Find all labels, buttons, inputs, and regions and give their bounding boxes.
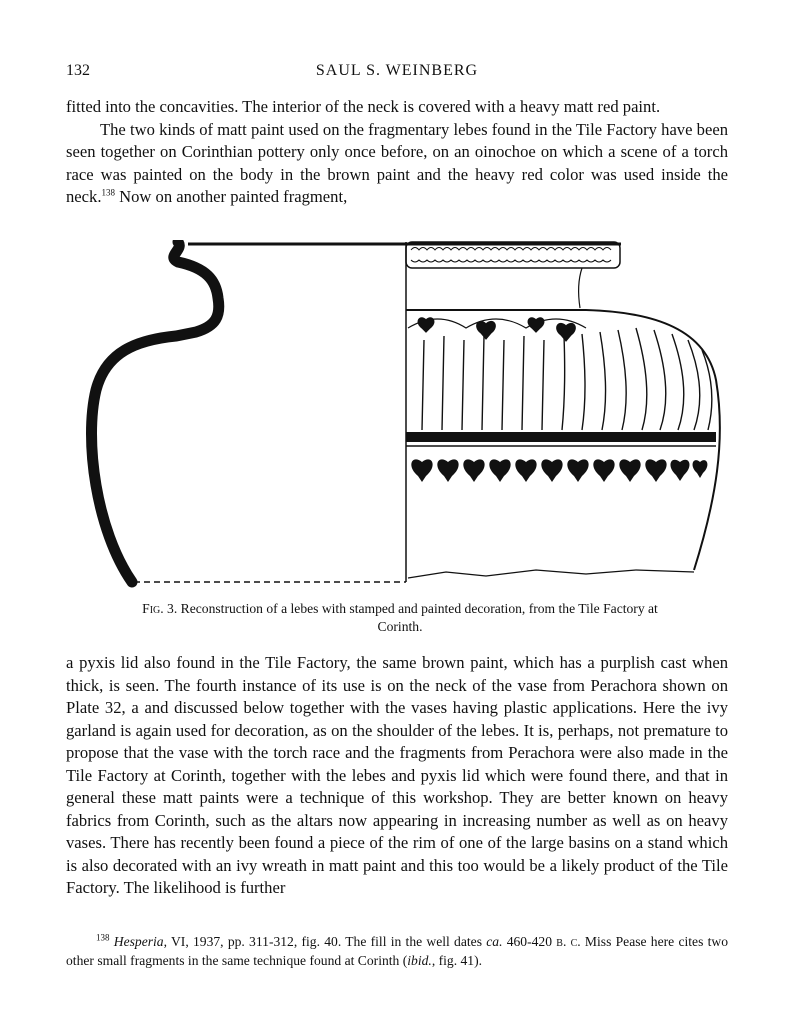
body-text-bottom: [66, 652, 728, 900]
paragraph-2-tail: Now on another painted fragment,: [114, 187, 348, 206]
rim-stamped-band: [406, 242, 620, 268]
lebes-drawing: [66, 240, 728, 590]
page-header: [66, 58, 728, 86]
footnote-era: b. c.: [556, 934, 581, 949]
lebes-profile-handle: [92, 242, 219, 582]
dark-band: [406, 432, 716, 442]
neck-edge: [579, 268, 582, 308]
figure-caption-text: Reconstruction of a lebes with stamped and painted decoration, from the Tile Factory at Corinth.: [180, 601, 658, 634]
fracture-edge: [408, 570, 694, 578]
footnote-ca: ca.: [486, 934, 503, 949]
figure-label: Fig. 3.: [142, 601, 178, 616]
ivy-garland-upper: [408, 318, 586, 341]
footnote-citation: , VI, 1937, pp. 311-312, fig. 40. The fill in the well dates: [163, 934, 487, 949]
paragraph-2: [66, 119, 728, 209]
tongue-pattern: [422, 328, 712, 430]
footnote-ibid: ibid.: [407, 953, 432, 968]
footnote-journal: Hesperia: [113, 934, 164, 949]
paragraph-2-text: The two kinds of matt paint used on the fragmentary lebes found in the Tile Factory have been seen together on Corinthian pottery only once before, on an oinochoe on which a scene of a torch race was painted on the body in the brown paint and the heavy red color was used inside the neck.: [66, 119, 728, 206]
paragraph-3: a pyxis lid also found in the Tile Factory, the same brown paint, which has a purplish cast when thick, is seen. The fourth instance of its use is on the neck of the vase from Perachora shown on Plate 32, a and discussed below together with the vases having plastic applications. Here the ivy garland is again used for decoration, as on the shoulder of the lebes. It is, perhaps, not premature to propose that the vase with the torch race and the fragments from Perachora were also made in the Tile Factory at Corinth, together with the lebes and pyxis lid which were found there, and that in general these matt paints were a technique of this workshop. They are better known on heavy fabrics from Corinth, such as the altars now appearing in increasing number as well as on heavy vases. There has recently been found a piece of the rim of one of the large basins on a stand which is also decorated with an ivy wreath in matt paint and this too would be a likely product of the Tile Factory. The likelihood is further: [66, 653, 728, 897]
page-number: 132: [66, 62, 90, 79]
footnote-rest: Miss Pease here cites two other small fragments in the same technique found at Corinth (: [66, 934, 728, 968]
figure-caption: [120, 600, 680, 636]
ivy-leaves-lower: [411, 459, 707, 482]
footnote-end: , fig. 41).: [431, 953, 483, 968]
body-text-top: [66, 96, 728, 209]
footnote-138: [66, 932, 728, 970]
footnote-text: [66, 932, 728, 970]
running-head: SAUL S. WEINBERG: [315, 62, 479, 79]
footnote-ref-138[interactable]: 138: [101, 187, 115, 198]
paragraph-1: fitted into the concavities. The interior of the neck is covered with a heavy matt red paint.: [66, 97, 661, 116]
footnote-dates: 460-420: [502, 934, 557, 949]
stamped-pattern: [411, 248, 611, 263]
figure-lebes-reconstruction: [66, 240, 728, 590]
footnote-number: 138: [96, 932, 110, 943]
